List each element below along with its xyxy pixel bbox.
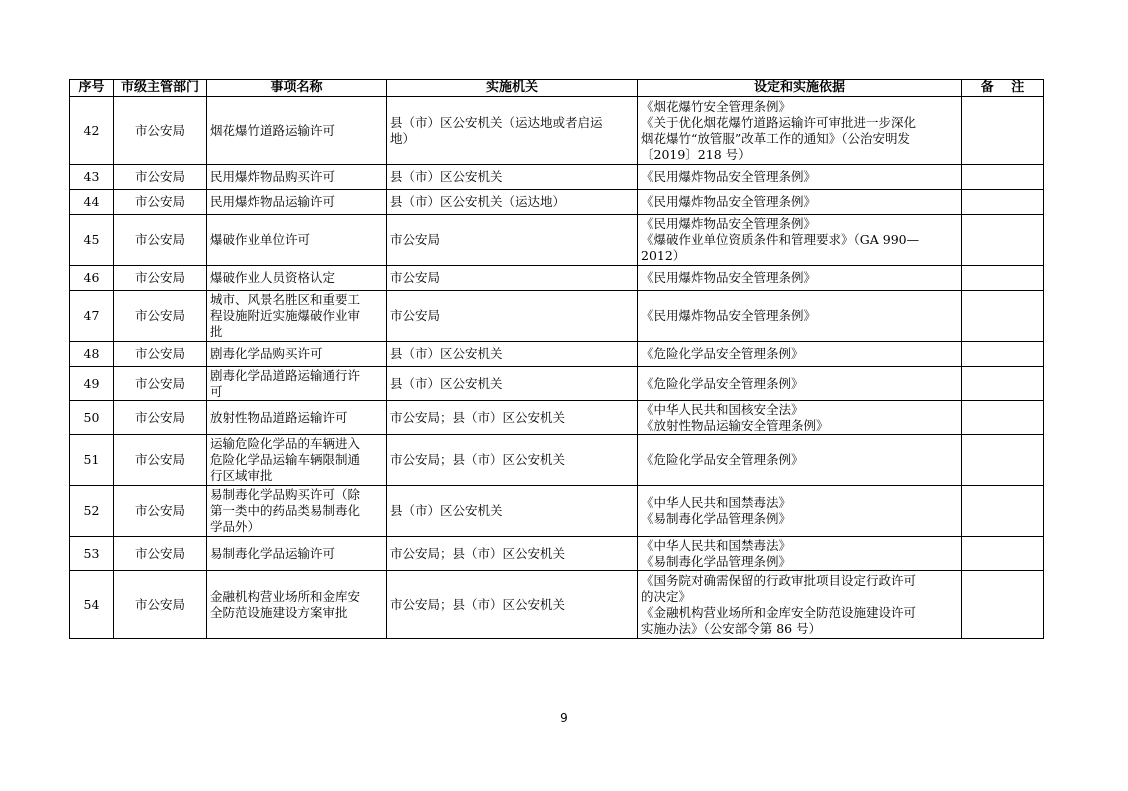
table-row <box>70 215 1044 266</box>
implementing-agency-cell <box>387 401 638 435</box>
legal-basis-cell-line: 的决定》 <box>641 588 692 604</box>
item-name-cell-line: 全防范设施建设方案审批 <box>210 604 348 620</box>
legal-basis-cell-line: 《民用爆炸物品安全管理条例》 <box>641 194 817 209</box>
implementing-agency-cell-line: 市公安局；县（市）区公安机关 <box>390 409 566 425</box>
serial-number-cell: 53 <box>70 537 114 571</box>
item-name-cell <box>207 486 387 537</box>
legal-basis-cell-line: 《易制毒化学品管理条例》 <box>641 553 792 569</box>
implementing-agency-cell-line: 市公安局 <box>390 308 441 323</box>
serial-number-cell: 47 <box>70 291 114 342</box>
implementing-agency-cell <box>387 486 638 537</box>
item-name-cell-line: 可 <box>210 383 223 399</box>
department-cell: 市公安局 <box>114 367 207 401</box>
legal-basis-cell-line: 《民用爆炸物品安全管理条例》 <box>641 216 817 231</box>
legal-basis-cell <box>638 97 962 165</box>
legal-basis-cell-line: 2012） <box>641 248 686 263</box>
department-cell: 市公安局 <box>114 165 207 190</box>
implementing-agency-cell <box>387 367 638 401</box>
item-name-cell <box>207 266 387 291</box>
item-name-cell-line: 烟花爆竹道路运输许可 <box>210 122 336 138</box>
header-department: 市级主管部门 <box>114 80 207 97</box>
implementing-agency-cell-line: 市公安局；县（市）区公安机关 <box>390 452 566 467</box>
remarks-cell <box>962 342 1044 367</box>
item-name-cell-line: 学品外） <box>210 519 261 534</box>
item-name-cell-line: 批 <box>210 324 223 339</box>
serial-number-cell: 52 <box>70 486 114 537</box>
table-row <box>70 571 1044 639</box>
legal-basis-cell-line: 《危险化学品安全管理条例》 <box>641 346 804 361</box>
legal-basis-cell-line: 《中华人民共和国核安全法》 <box>641 401 804 417</box>
item-name-cell-line: 易制毒化学品购买许可（除 <box>210 487 361 502</box>
implementing-agency-cell-line: 地） <box>390 130 416 146</box>
remarks-cell <box>962 190 1044 215</box>
item-name-cell-line: 易制毒化学品运输许可 <box>210 545 336 561</box>
legal-basis-cell-line: 《危险化学品安全管理条例》 <box>641 452 804 467</box>
legal-basis-cell <box>638 291 962 342</box>
serial-number-cell: 48 <box>70 342 114 367</box>
legal-basis-cell-line: 实施办法》（公安部令第 86 号） <box>641 620 822 636</box>
legal-basis-cell <box>638 165 962 190</box>
department-cell: 市公安局 <box>114 571 207 639</box>
implementing-agency-cell <box>387 97 638 165</box>
serial-number-cell: 51 <box>70 435 114 486</box>
serial-number-cell: 45 <box>70 215 114 266</box>
implementing-agency-cell <box>387 342 638 367</box>
remarks-cell <box>962 486 1044 537</box>
implementing-agency-cell <box>387 190 638 215</box>
table-row <box>70 401 1044 435</box>
table-row <box>70 291 1044 342</box>
legal-basis-cell-line: 《危险化学品安全管理条例》 <box>641 375 804 391</box>
table-row <box>70 367 1044 401</box>
table-row <box>70 97 1044 165</box>
implementing-agency-cell <box>387 571 638 639</box>
legal-basis-cell-line: 《民用爆炸物品安全管理条例》 <box>641 270 817 285</box>
approval-items-table <box>69 79 1044 639</box>
table-row <box>70 342 1044 367</box>
item-name-cell-line: 行区域审批 <box>210 468 273 483</box>
legal-basis-cell <box>638 190 962 215</box>
table-row <box>70 190 1044 215</box>
item-name-cell <box>207 401 387 435</box>
implementing-agency-cell-line: 县（市）区公安机关 <box>390 503 503 518</box>
remarks-cell <box>962 435 1044 486</box>
legal-basis-cell-line: 《金融机构营业场所和金库安全防范设施建设许可 <box>641 604 917 620</box>
legal-basis-cell <box>638 537 962 571</box>
item-name-cell-line: 放射性物品道路运输许可 <box>210 409 348 425</box>
legal-basis-cell <box>638 367 962 401</box>
department-cell: 市公安局 <box>114 486 207 537</box>
department-cell: 市公安局 <box>114 537 207 571</box>
department-cell: 市公安局 <box>114 97 207 165</box>
item-name-cell-line: 民用爆炸物品购买许可 <box>210 169 336 184</box>
item-name-cell-line: 剧毒化学品道路运输通行许 <box>210 367 361 383</box>
remarks-cell <box>962 97 1044 165</box>
item-name-cell-line: 金融机构营业场所和金库安 <box>210 588 361 604</box>
header-item-name: 事项名称 <box>207 80 387 97</box>
legal-basis-cell-line: 《爆破作业单位资质条件和管理要求》（GA 990— <box>641 232 920 247</box>
page-number: 9 <box>560 711 568 725</box>
legal-basis-cell <box>638 215 962 266</box>
legal-basis-cell-line: 〔2019〕218 号） <box>641 146 751 162</box>
table-row <box>70 165 1044 190</box>
item-name-cell <box>207 571 387 639</box>
table-row <box>70 486 1044 537</box>
remarks-cell <box>962 571 1044 639</box>
legal-basis-cell-line: 《民用爆炸物品安全管理条例》 <box>641 169 817 184</box>
implementing-agency-cell <box>387 291 638 342</box>
item-name-cell <box>207 215 387 266</box>
remarks-cell <box>962 291 1044 342</box>
remarks-cell <box>962 266 1044 291</box>
department-cell: 市公安局 <box>114 190 207 215</box>
legal-basis-cell-line: 《国务院对确需保留的行政审批项目设定行政许可 <box>641 572 917 588</box>
department-cell: 市公安局 <box>114 291 207 342</box>
item-name-cell <box>207 537 387 571</box>
serial-number-cell: 49 <box>70 367 114 401</box>
item-name-cell <box>207 435 387 486</box>
header-serial-number: 序号 <box>70 80 114 97</box>
legal-basis-cell-line: 烟花爆竹“放管服”改革工作的通知》（公治安明发 <box>641 130 911 146</box>
department-cell: 市公安局 <box>114 435 207 486</box>
remarks-cell <box>962 401 1044 435</box>
table-row <box>70 266 1044 291</box>
header-remarks: 备 注 <box>962 80 1044 97</box>
implementing-agency-cell <box>387 435 638 486</box>
item-name-cell <box>207 291 387 342</box>
implementing-agency-cell-line: 市公安局；县（市）区公安机关 <box>390 545 566 561</box>
serial-number-cell: 46 <box>70 266 114 291</box>
department-cell: 市公安局 <box>114 215 207 266</box>
legal-basis-cell-line: 《民用爆炸物品安全管理条例》 <box>641 308 817 323</box>
remarks-cell <box>962 537 1044 571</box>
department-cell: 市公安局 <box>114 342 207 367</box>
remarks-cell <box>962 367 1044 401</box>
serial-number-cell: 42 <box>70 97 114 165</box>
header-legal-basis: 设定和实施依据 <box>638 80 962 97</box>
implementing-agency-cell-line: 县（市）区公安机关（运达地或者启运 <box>390 114 603 130</box>
header-implementing-agency: 实施机关 <box>387 80 638 97</box>
legal-basis-cell <box>638 486 962 537</box>
item-name-cell-line: 程设施附近实施爆破作业审 <box>210 308 361 323</box>
legal-basis-cell-line: 《关于优化烟花爆竹道路运输许可审批进一步深化 <box>641 114 917 130</box>
legal-basis-cell-line: 《烟花爆竹安全管理条例》 <box>641 98 792 114</box>
implementing-agency-cell-line: 县（市）区公安机关 <box>390 346 503 361</box>
legal-basis-cell-line: 《易制毒化学品管理条例》 <box>641 511 792 526</box>
item-name-cell <box>207 165 387 190</box>
implementing-agency-cell-line: 市公安局 <box>390 232 441 247</box>
legal-basis-cell <box>638 266 962 291</box>
item-name-cell-line: 运输危险化学品的车辆进入 <box>210 436 361 451</box>
department-cell: 市公安局 <box>114 401 207 435</box>
implementing-agency-cell-line: 市公安局；县（市）区公安机关 <box>390 596 566 612</box>
implementing-agency-cell <box>387 215 638 266</box>
item-name-cell <box>207 342 387 367</box>
item-name-cell-line: 爆破作业单位许可 <box>210 232 311 247</box>
legal-basis-cell-line: 《放射性物品运输安全管理条例》 <box>641 417 829 433</box>
item-name-cell-line: 第一类中的药品类易制毒化 <box>210 503 361 518</box>
serial-number-cell: 43 <box>70 165 114 190</box>
implementing-agency-cell <box>387 165 638 190</box>
legal-basis-cell <box>638 401 962 435</box>
implementing-agency-cell <box>387 266 638 291</box>
item-name-cell <box>207 97 387 165</box>
legal-basis-cell-line: 《中华人民共和国禁毒法》 <box>641 537 792 553</box>
item-name-cell <box>207 367 387 401</box>
remarks-cell <box>962 165 1044 190</box>
item-name-cell-line: 城市、风景名胜区和重要工 <box>210 292 361 307</box>
item-name-cell <box>207 190 387 215</box>
item-name-cell-line: 剧毒化学品购买许可 <box>210 346 323 361</box>
implementing-agency-cell-line: 县（市）区公安机关 <box>390 169 503 184</box>
table-row <box>70 537 1044 571</box>
item-name-cell-line: 危险化学品运输车辆限制通 <box>210 452 361 467</box>
implementing-agency-cell-line: 县（市）区公安机关（运达地） <box>390 194 566 209</box>
implementing-agency-cell-line: 县（市）区公安机关 <box>390 375 503 391</box>
legal-basis-cell <box>638 435 962 486</box>
legal-basis-cell <box>638 571 962 639</box>
legal-basis-cell <box>638 342 962 367</box>
serial-number-cell: 50 <box>70 401 114 435</box>
department-cell: 市公安局 <box>114 266 207 291</box>
item-name-cell-line: 爆破作业人员资格认定 <box>210 270 336 285</box>
legal-basis-cell-line: 《中华人民共和国禁毒法》 <box>641 495 792 510</box>
implementing-agency-cell <box>387 537 638 571</box>
item-name-cell-line: 民用爆炸物品运输许可 <box>210 194 336 209</box>
remarks-cell <box>962 215 1044 266</box>
serial-number-cell: 44 <box>70 190 114 215</box>
table-header-row <box>70 80 1044 97</box>
serial-number-cell: 54 <box>70 571 114 639</box>
implementing-agency-cell-line: 市公安局 <box>390 270 441 285</box>
table-row <box>70 435 1044 486</box>
